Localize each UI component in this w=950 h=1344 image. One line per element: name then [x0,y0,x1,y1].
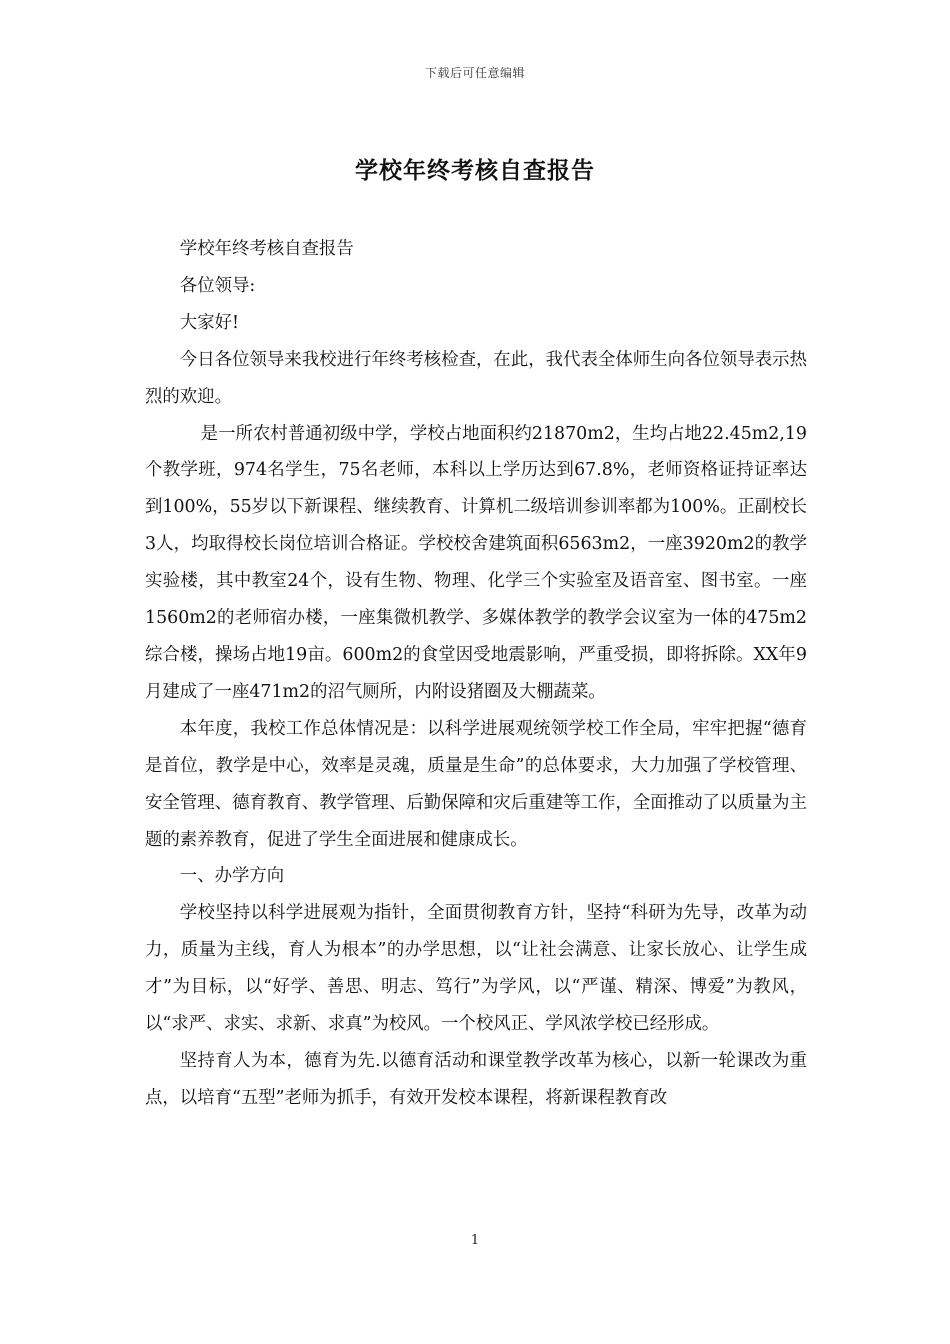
body-paragraph: 今日各位领导来我校进行年终考核检查，在此，我代表全体师生向各位领导表示热烈的欢迎。 [145,349,807,407]
body-paragraph: 学校年终考核自查报告 [179,239,354,259]
greeting: 大家好! [179,312,239,333]
salutation: 各位领导: [179,275,256,296]
header-note: 下载后可任意编辑 [424,66,525,80]
body-paragraph: 学校坚持以科学进展观为指针，全面贯彻教育方针，坚持“科研为先导，改革为动力，质量为主线，育人为根本”的办学思想，以“让社会满意、让家长放心、让学生成才”为目标，以“好学、善思、明志、笃行”为学风，以“严谨、精深、博爱”为教风，以“求严、求实、求新、求真”为校风。一个校风正、学风浓学校已经形成。 [145,903,807,1035]
document-body [145,231,807,1117]
body-paragraph: 是一所农村普通初级中学，学校占地面积约21870m2，生均占地22.45m2,19个教学班，974名学生，75名老师，本科以上学历达到67.8%，老师资格证持证率达到100%，55岁以下新课程、继续教育、计算机二级培训参训率都为100%。正副校长3人，均取得校长岗位培训合格证。学校校舍建筑面积6563m2，一座3920m2的教学实验楼，其中教室24个，设有生物、物理、化学三个实验室及语音室、图书室。一座1560m2的老师宿办楼，一座集微机教学、多媒体教学的教学会议室为一体的475m2综合楼，操场占地19亩。600m2的食堂因受地震影响，严重受损，即将拆除。XX年9月建成了一座471m2的沼气厕所，内附设猪圈及大棚蔬菜。 [145,423,807,702]
body-paragraph: 本年度，我校工作总体情况是：以科学进展观统领学校工作全局，牢牢把握“德育是首位，教学是中心，效率是灵魂，质量是生命”的总体要求，大力加强了学校管理、安全管理、德育教育、教学管理、后勤保障和灾后重建等工作，全面推动了以质量为主题的素养教育，促进了学生全面进展和健康成长。 [145,718,807,850]
document-title: 学校年终考核自查报告 [355,157,595,184]
body-paragraph: 坚持育人为本，德育为先.以德育活动和课堂教学改革为核心，以新一轮课改为重点，以培育“五型”老师为抓手，有效开发校本课程，将新课程教育改 [145,1050,807,1108]
section-heading: 一、办学方向 [179,866,285,887]
page-number: 1 [470,1233,480,1248]
